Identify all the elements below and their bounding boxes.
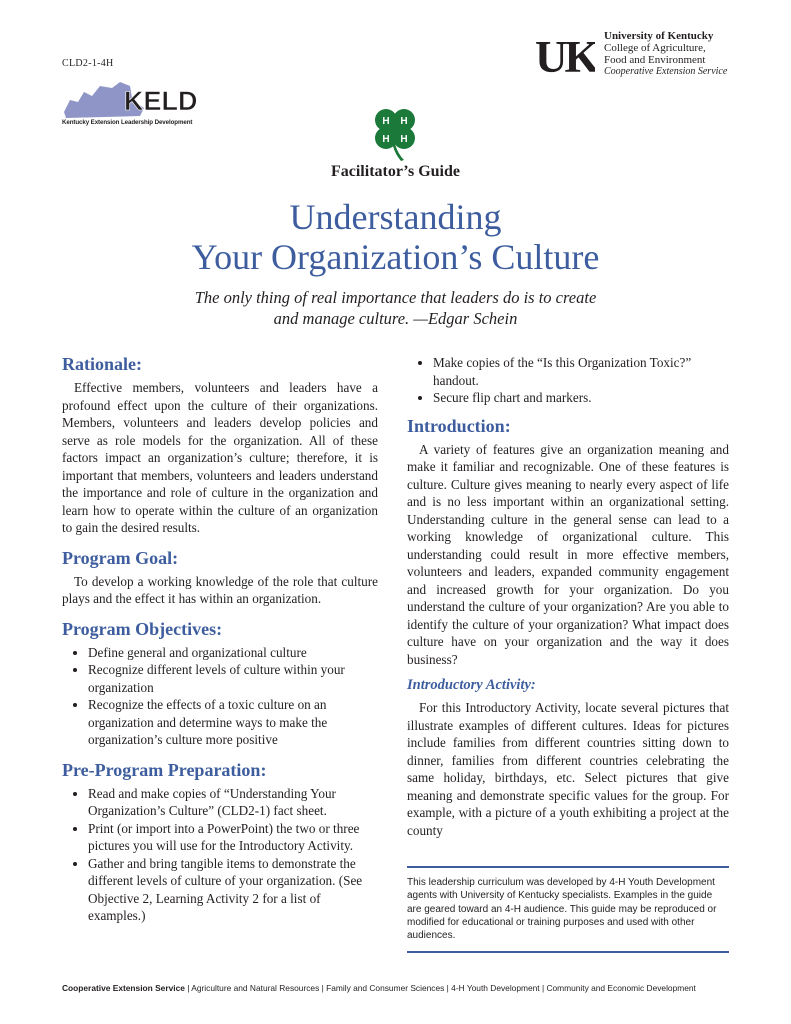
quote-line-1: The only thing of real importance that leaders do is to create <box>194 288 597 307</box>
university-block <box>604 30 727 78</box>
extension-service: Cooperative Extension Service <box>604 66 728 77</box>
list-item: • Recognize the effects of a toxic culture on an organization and determine ways to make the organization’s culture more positive <box>88 696 378 749</box>
document-code: CLD2-1-4H <box>62 58 114 69</box>
objectives-list <box>62 644 378 749</box>
prep-heading: Pre-Program Preparation: <box>62 759 267 780</box>
svg-text:H: H <box>382 116 390 127</box>
note-bottom-rule <box>407 951 729 953</box>
title-line-1: Understanding <box>289 197 502 237</box>
curriculum-note: This leadership curriculum was developed by 4-H Youth Development agents with University of Kentucky specialists. Examples in the guide are geared toward an 4-H audience. This guide may be reproduced or modified for educational or training purposes and used with other audiences. <box>407 877 717 942</box>
prep-list-continued <box>407 354 729 407</box>
epigraph-quote <box>0 287 791 329</box>
objectives-heading: Program Objectives: <box>62 618 223 639</box>
footer-service: Cooperative Extension Service <box>62 983 185 993</box>
keld-tagline: Kentucky Extension Leadership Development <box>62 119 193 126</box>
guide-label: Facilitator’s Guide <box>330 163 460 180</box>
activity-text: For this Introductory Activity, locate several pictures that illustrate examples of different cultures. Ideas for pictures include families from different countries sitting down to dinner, families from different countries celebrating the same holiday, birthdays, etc. Select pictures that give meaning and demonstrate specific values for the group. For example, with a picture of a youth exhibiting a project at the county <box>407 700 729 838</box>
intro-text: A variety of features give an organization meaning and make it familiar and recognizable. One of these features is culture. Culture gives meaning to nearly every aspect of life and is no less important within an organizational setting. Understanding culture in the general sense can lead to a working knowledge of organizational culture. This understanding could result in more effective members, volunteers and leaders, expanded community engagement and increased growth for your organization. Do you understand the culture of your organization? Are you able to identify the culture of your organization? What impact does culture have on your organization and the way it does business? <box>407 441 729 667</box>
footer-units: | Agriculture and Natural Resources | Family and Consumer Sciences | 4-H Youth Development | Community and Economic Development <box>184 983 696 993</box>
list-item: • Make copies of the “Is this Organization Toxic?” handout. <box>433 354 729 389</box>
left-column <box>62 353 378 925</box>
footer <box>62 983 742 993</box>
intro-heading: Introduction: <box>407 415 511 436</box>
4h-clover-icon <box>368 104 422 162</box>
rationale-heading: Rationale: <box>62 354 142 374</box>
note-top-rule <box>407 866 729 868</box>
goal-heading: Program Goal: <box>62 547 179 568</box>
list-item: • Define general and organizational culture <box>88 644 378 662</box>
activity-heading: Introductory Activity: <box>407 677 536 693</box>
right-column <box>407 354 729 839</box>
goal-text: To develop a working knowledge of the role that culture plays and the effect it has within an organization. <box>62 573 378 606</box>
keld-logo-text: KELD <box>124 86 198 116</box>
list-item: • Print (or import into a PowerPoint) the two or three pictures you will use for the Introductory Activity. <box>88 820 378 855</box>
svg-text:H: H <box>400 116 408 127</box>
uk-logo <box>535 32 595 78</box>
svg-text:H: H <box>382 134 390 145</box>
rationale-text: Effective members, volunteers and leaders have a profound effect upon the culture of their organizations. Members, volunteers and leaders develop policies and serve as role models for the organization. All of these factors impact an organization’s culture; therefore, it is important that members, volunteers and leaders understand the importance and role of culture in the organization and learn how to operate within the culture of an organization to gain the desired results. <box>62 380 378 535</box>
college-line-1: College of Agriculture, <box>604 42 706 54</box>
list-item: • Read and make copies of “Understanding Your Organization’s Culture” (CLD2-1) fact sheet. <box>88 785 378 820</box>
list-item: • Recognize different levels of culture within your organization <box>88 661 378 696</box>
svg-text:H: H <box>400 134 408 145</box>
page-title <box>0 197 791 277</box>
title-line-2: Your Organization’s Culture <box>191 237 600 277</box>
prep-list <box>62 785 378 925</box>
list-item: • Gather and bring tangible items to demonstrate the different levels of culture of your organization. (See Objective 2, Learning Activity 2 for a list of examples.) <box>88 855 378 925</box>
list-item: • Secure flip chart and markers. <box>433 389 729 407</box>
college-line-2: Food and Environment <box>604 54 706 66</box>
uk-logo-text: UK <box>535 32 595 78</box>
university-name: University of Kentucky <box>604 30 714 42</box>
quote-line-2: and manage culture. —Edgar Schein <box>273 309 518 328</box>
